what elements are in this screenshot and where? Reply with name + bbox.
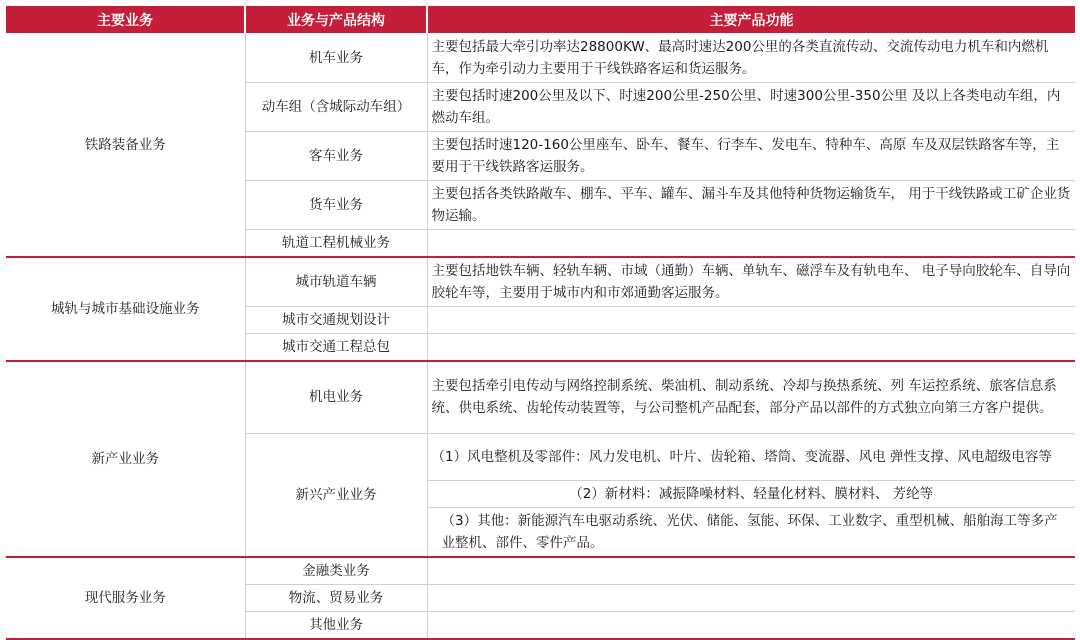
product-cell: 货车业务 bbox=[245, 181, 427, 230]
header-product-structure: 业务与产品结构 bbox=[245, 6, 427, 34]
product-cell: 物流、贸易业务 bbox=[245, 584, 427, 611]
function-cell: （2）新材料：减振降噪材料、轻量化材料、膜材料、 芳纶等 bbox=[427, 480, 1075, 507]
function-cell bbox=[427, 230, 1075, 258]
product-cell: 金融类业务 bbox=[245, 557, 427, 585]
table-row bbox=[6, 557, 1075, 585]
product-cell: 机电业务 bbox=[245, 361, 427, 433]
product-cell: 客车业务 bbox=[245, 132, 427, 181]
table-header-row bbox=[6, 6, 1075, 34]
business-new-industry: 新产业业务 bbox=[6, 361, 245, 557]
business-urban-rail: 城轨与城市基础设施业务 bbox=[6, 257, 245, 361]
table-row bbox=[6, 257, 1075, 307]
function-cell: 主要包括时速120-160公里座车、卧车、餐车、行李车、发电车、特种车、高原 车及双层铁路客车等，主要用于干线铁路客运服务。 bbox=[427, 132, 1075, 181]
product-cell: 城市交通规划设计 bbox=[245, 307, 427, 334]
business-structure-table bbox=[6, 5, 1075, 640]
function-cell: 主要包括最大牵引功率达28800KW、最高时速达200公里的各类直流传动、交流传动电力机车和内燃机车，作为牵引动力主要用于干线铁路客运和货运服务。 bbox=[427, 34, 1075, 83]
product-cell: 城市交通工程总包 bbox=[245, 334, 427, 362]
table-row bbox=[6, 34, 1075, 83]
function-cell: 主要包括各类铁路敞车、棚车、平车、罐车、漏斗车及其他特种货物运输货车， 用于干线铁路或工矿企业货物运输。 bbox=[427, 181, 1075, 230]
business-railway-equipment: 铁路装备业务 bbox=[6, 34, 245, 258]
function-cell bbox=[427, 334, 1075, 362]
business-modern-services: 现代服务业务 bbox=[6, 557, 245, 639]
function-cell: （3）其他：新能源汽车电驱动系统、光伏、储能、氢能、环保、工业数字、重型机械、船舶海工等多产业整机、部件、零件产品。 bbox=[427, 507, 1075, 557]
function-cell: 主要包括时速200公里及以下、时速200公里-250公里、时速300公里-350公里 及以上各类电动车组，内燃动车组。 bbox=[427, 83, 1075, 132]
header-main-business: 主要业务 bbox=[6, 6, 245, 34]
function-cell bbox=[427, 557, 1075, 585]
function-cell: 主要包括牵引电传动与网络控制系统、柴油机、制动系统、冷却与换热系统、列 车运控系统、旅客信息系统、供电系统、齿轮传动装置等，与公司整机产品配套，部分产品以部件的方式独立向第三方客户提供。 bbox=[427, 361, 1075, 433]
function-cell bbox=[427, 584, 1075, 611]
function-cell: 主要包括地铁车辆、轻轨车辆、市域（通勤）车辆、单轨车、磁浮车及有轨电车、 电子导向胶轮车、自导向胶轮车等，主要用于城市内和市郊通勤客运服务。 bbox=[427, 257, 1075, 307]
product-cell: 城市轨道车辆 bbox=[245, 257, 427, 307]
table-row bbox=[6, 361, 1075, 433]
product-cell: 轨道工程机械业务 bbox=[245, 230, 427, 258]
function-cell bbox=[427, 307, 1075, 334]
product-cell: 其他业务 bbox=[245, 611, 427, 639]
function-cell: （1）风电整机及零部件：风力发电机、叶片、齿轮箱、塔筒、变流器、风电 弹性支撑、风电超级电容等 bbox=[427, 433, 1075, 480]
header-product-function: 主要产品功能 bbox=[427, 6, 1075, 34]
product-cell: 动车组（含城际动车组） bbox=[245, 83, 427, 132]
product-cell: 新兴产业业务 bbox=[245, 433, 427, 557]
product-cell: 机车业务 bbox=[245, 34, 427, 83]
